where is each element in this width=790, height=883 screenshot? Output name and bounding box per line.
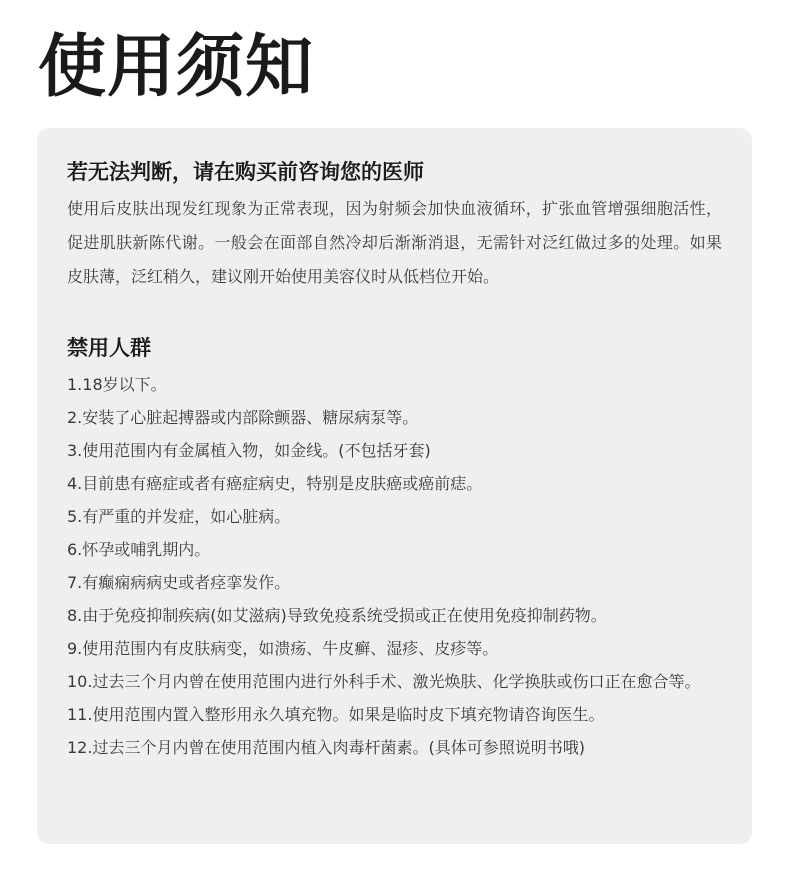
consult-body: 使用后皮肤出现发红现象为正常表现，因为射频会加快血液循环，扩张血管增强细胞活性，促进肌肤新陈代谢。一般会在面部自然冷却后渐渐消退，无需针对泛红做过多的处理。如果皮肤薄，泛红稍久，建议刚开始使用美容仪时从低档位开始。 xyxy=(67,199,722,286)
prohibited-item: 6.怀孕或哺乳期内。 xyxy=(67,540,211,559)
prohibited-item: 2.安装了心脏起搏器或内部除颤器、糖尿病泵等。 xyxy=(67,408,419,427)
prohibited-list xyxy=(67,368,722,764)
prohibited-item: 10.过去三个月内曾在使用范围内进行外科手术、激光焕肤、化学换肤或伤口正在愈合等。 xyxy=(67,672,701,691)
page-title: 使用须知 xyxy=(38,28,315,107)
prohibited-item: 5.有严重的并发症，如心脏病。 xyxy=(67,507,291,526)
prohibited-heading: 禁用人群 xyxy=(67,336,151,360)
prohibited-item: 7.有癫痫病病史或者痉挛发作。 xyxy=(67,573,291,592)
notice-card xyxy=(37,128,752,844)
consult-heading: 若无法判断，请在购买前咨询您的医师 xyxy=(67,160,424,184)
prohibited-item: 3.使用范围内有金属植入物，如金线。(不包括牙套) xyxy=(67,441,431,460)
prohibited-item: 4.目前患有癌症或者有癌症病史，特别是皮肤癌或癌前痣。 xyxy=(67,474,483,493)
prohibited-item: 8.由于免疫抑制疾病(如艾滋病)导致免疫系统受损或正在使用免疫抑制药物。 xyxy=(67,606,607,625)
section-spacer xyxy=(67,294,722,332)
prohibited-item: 1.18岁以下。 xyxy=(67,375,167,394)
prohibited-item: 9.使用范围内有皮肤病变，如溃疡、牛皮癣、湿疹、皮疹等。 xyxy=(67,639,499,658)
prohibited-item: 11.使用范围内置入整形用永久填充物。如果是临时皮下填充物请咨询医生。 xyxy=(67,705,605,724)
prohibited-item: 12.过去三个月内曾在使用范围内植入肉毒杆菌素。(具体可参照说明书哦) xyxy=(67,738,585,757)
